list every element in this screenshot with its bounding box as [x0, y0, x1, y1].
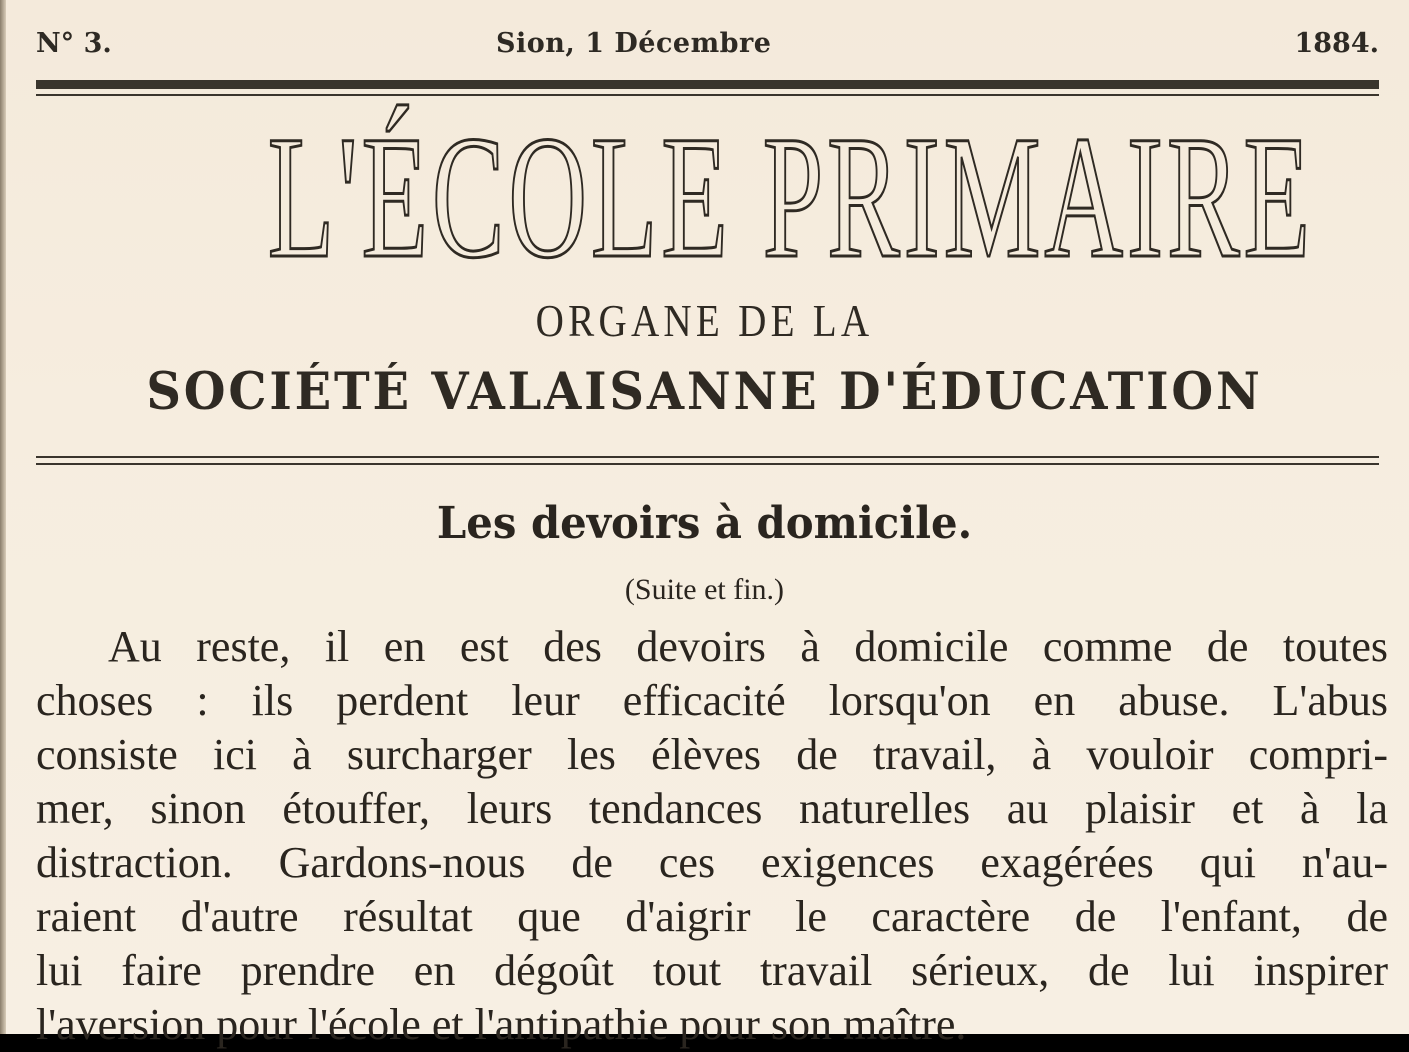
article-body [36, 620, 1388, 1052]
year: 1884. [1294, 28, 1379, 59]
masthead-top-line [36, 28, 1379, 68]
publication-title: L'ÉCOLE PRIMAIRE [267, 100, 1314, 295]
masthead-thin-rule [36, 94, 1379, 96]
body-line: consiste ici à surcharger les élèves de travail, à vouloir compri- [36, 730, 1388, 779]
body-line: l'aversion pour l'école et l'antipathie pour son maître. [36, 1000, 967, 1049]
place-date: Sion, 1 Décembre [496, 28, 772, 59]
masthead-thick-rule [36, 80, 1379, 89]
double-rule-bottom [36, 463, 1379, 465]
body-line: choses : ils perdent leur efficacité lorsqu'on en abuse. L'abus [36, 676, 1388, 725]
double-rule-top [36, 456, 1379, 458]
body-line: Au reste, il en est des devoirs à domicile comme de toutes [108, 622, 1388, 671]
page-edge-shadow [0, 0, 6, 1034]
body-line: distraction. Gardons-nous de ces exigences exagérées qui n'au- [36, 838, 1388, 887]
subtitle-society: SOCIÉTÉ VALAISANNE D'ÉDUCATION [146, 362, 1263, 422]
body-line: mer, sinon étouffer, leurs tendances naturelles au plaisir et à la [36, 784, 1388, 833]
issue-number: N° 3. [36, 28, 112, 59]
body-line: raient d'autre résultat que d'aigrir le caractère de l'enfant, de [36, 892, 1388, 941]
body-line: lui faire prendre en dégoût tout travail sérieux, de lui inspirer [36, 946, 1388, 995]
article-subtitle: (Suite et fin.) [624, 573, 785, 606]
article-title: Les devoirs à domicile. [436, 498, 973, 549]
subtitle-organ: ORGANE DE LA [535, 295, 874, 346]
